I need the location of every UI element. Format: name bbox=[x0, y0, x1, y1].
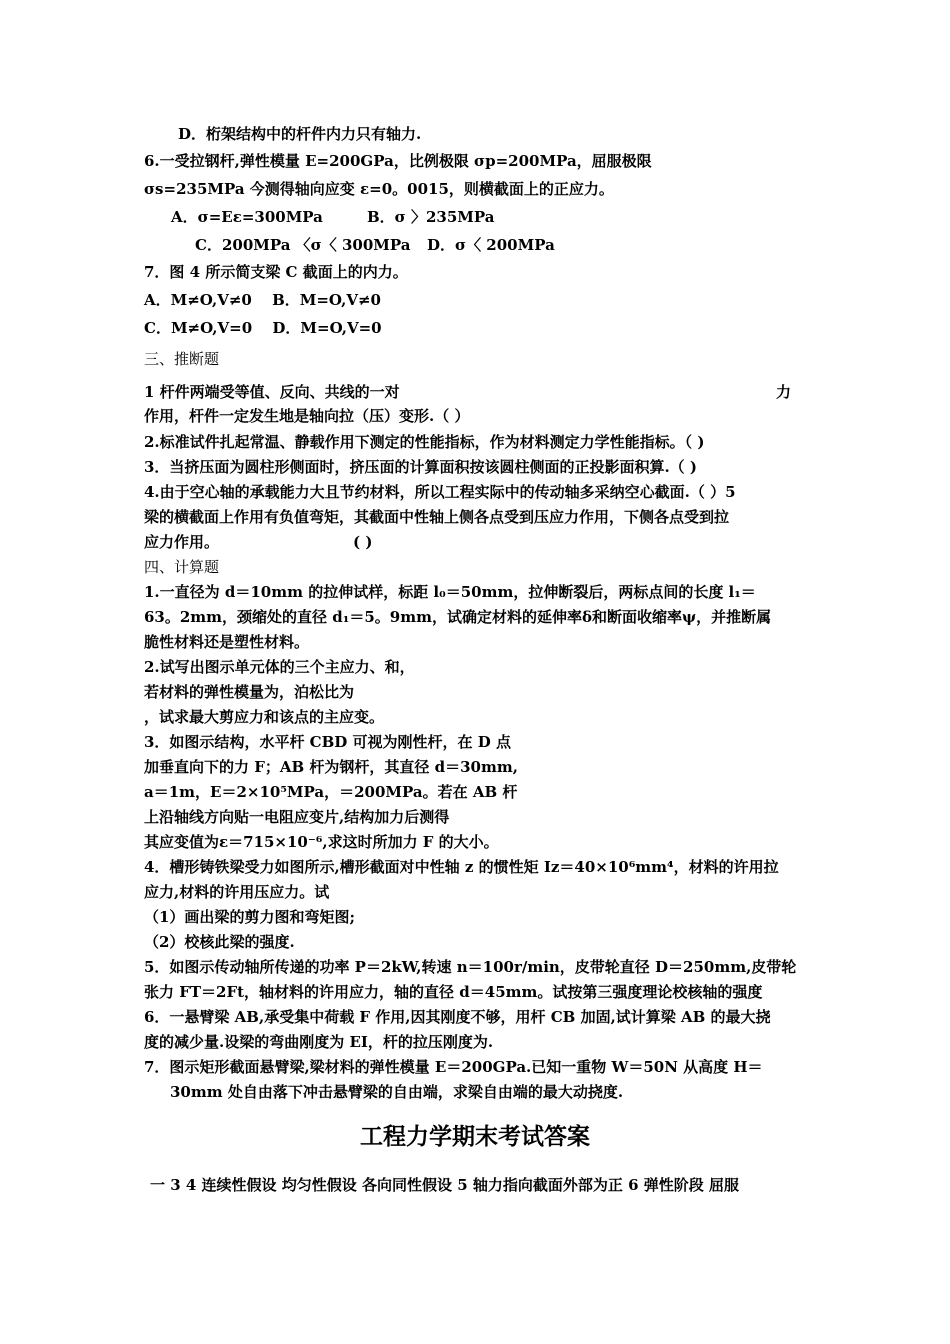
text-line: 4.由于空心轴的承载能力大且节约材料，所以工程实际中的传动轴多采纳空心截面.（ ）5 bbox=[144, 483, 736, 501]
text-line: 7．图 4 所示简支梁 C 截面上的内力。 bbox=[144, 263, 408, 281]
text-line: A．M≠O,V≠0 B．M=O,V≠0 bbox=[144, 291, 381, 309]
text-line: 作用，杆件一定发生地是轴向拉（压）变形.（ ） bbox=[144, 407, 470, 425]
text-segment: 力 bbox=[776, 383, 792, 401]
text-line: ，试求最大剪应力和该点的主应变。 bbox=[144, 708, 385, 726]
text-line: 度的减少量.设梁的弯曲刚度为 EI，杆的拉压刚度为. bbox=[144, 1033, 494, 1051]
text-line: 上沿轴线方向贴一电阻应变片,结构加力后测得 bbox=[144, 808, 450, 826]
text-line: 梁的横截面上作用有负值弯矩，其截面中性轴上侧各点受到压应力作用，下侧各点受到拉 bbox=[144, 508, 730, 526]
text-line bbox=[144, 382, 794, 402]
text-line: 3．如图示结构，水平杆 CBD 可视为刚性杆，在 D 点 bbox=[144, 733, 511, 751]
text-line: 1.一直径为 d＝10mm 的拉伸试样，标距 l₀＝50mm，拉伸断裂后，两标点间的长度 l₁＝ bbox=[144, 583, 756, 601]
text-segment: ( ) bbox=[353, 533, 373, 551]
text-line: C．M≠O,V=0 D．M=O,V=0 bbox=[144, 319, 382, 337]
option-a: A．σ=Eε=300MPa bbox=[171, 208, 323, 226]
text-line: 张力 FT＝2Ft，轴材料的许用应力，轴的直径 d＝45mm。试按第三强度理论校核轴的强度 bbox=[144, 983, 763, 1001]
text-line: 其应变值为ε＝715×10⁻⁶,求这时所加力 F 的大小。 bbox=[144, 833, 499, 851]
text-line: （1）画出梁的剪力图和弯矩图; bbox=[144, 908, 355, 926]
text-line bbox=[144, 532, 373, 552]
section-heading: 三、推断题 bbox=[144, 350, 220, 368]
section-heading: 四、计算题 bbox=[144, 558, 220, 576]
text-line: 加垂直向下的力 F；AB 杆为钢杆，其直径 d＝30mm, bbox=[144, 758, 518, 776]
text-line: 5．如图示传动轴所传递的功率 P＝2kW,转速 n＝100r/min，皮带轮直径 D＝250mm,皮带轮 bbox=[144, 958, 797, 976]
text-line: 63。2mm，颈缩处的直径 d₁＝5。9mm，试确定材料的延伸率δ和断面收缩率ψ，并推断属 bbox=[144, 608, 772, 626]
text-line: 6.一受拉钢杆,弹性模量 E=200GPa，比例极限 σp=200MPa，屈服极限 bbox=[144, 152, 652, 170]
option-row bbox=[195, 235, 555, 255]
text-line: 7．图示矩形截面悬臂梁,梁材料的弹性模量 E＝200GPa.已知一重物 W＝50N 从高度 H＝ bbox=[144, 1058, 763, 1076]
text-line: 30mm 处自由落下冲击悬臂梁的自由端，求梁自由端的最大动挠度. bbox=[170, 1083, 624, 1101]
text-line: （2）校核此梁的强度. bbox=[144, 933, 295, 951]
text-line: a＝1m，E＝2×10⁵MPa，＝200MPa。若在 AB 杆 bbox=[144, 783, 518, 801]
text-line: σs=235MPa 今测得轴向应变 ε=0。0015，则横截面上的正应力。 bbox=[144, 180, 614, 198]
text-line: 2.标准试件扎起常温、静载作用下测定的性能指标，作为材料测定力学性能指标。（ ) bbox=[144, 433, 705, 451]
text-line: 应力,材料的许用压应力。试 bbox=[144, 883, 330, 901]
text-line: 6．一悬臂梁 AB,承受集中荷载 F 作用,因其刚度不够，用杆 CB 加固,试计算梁 AB 的最大挠 bbox=[144, 1008, 771, 1026]
text-line: 3．当挤压面为圆柱形侧面时，挤压面的计算面积按该圆柱侧面的正投影面积算.（ ) bbox=[144, 458, 697, 476]
text-line: 脆性材料还是塑性材料。 bbox=[144, 633, 310, 651]
option-d: D．σ〈 200MPa bbox=[427, 236, 555, 254]
text-segment: 1 杆件两端受等值、反向、共线的一对 bbox=[144, 383, 400, 401]
option-b: B．σ 〉235MPa bbox=[367, 208, 495, 226]
text-line: 4．槽形铸铁梁受力如图所示,槽形截面对中性轴 z 的惯性矩 Iz＝40×10⁶mm⁴，材料的许用拉 bbox=[144, 858, 779, 876]
option-c: C．200MPa 〈σ〈 300MPa bbox=[195, 236, 411, 254]
text-line: 若材料的弹性模量为，泊松比为 bbox=[144, 683, 355, 701]
text-line: D．桁架结构中的杆件内力只有轴力. bbox=[178, 125, 422, 143]
text-line: 2.试写出图示单元体的三个主应力、和， bbox=[144, 658, 415, 676]
page-title: 工程力学期末考试答案 bbox=[360, 1124, 590, 1150]
answer-line: 一 3 4 连续性假设 均匀性假设 各向同性假设 5 轴力指向截面外部为正 6 弹性阶段 屈服 bbox=[150, 1176, 739, 1194]
text-segment: 应力作用。 bbox=[144, 533, 220, 551]
option-row bbox=[171, 207, 495, 227]
